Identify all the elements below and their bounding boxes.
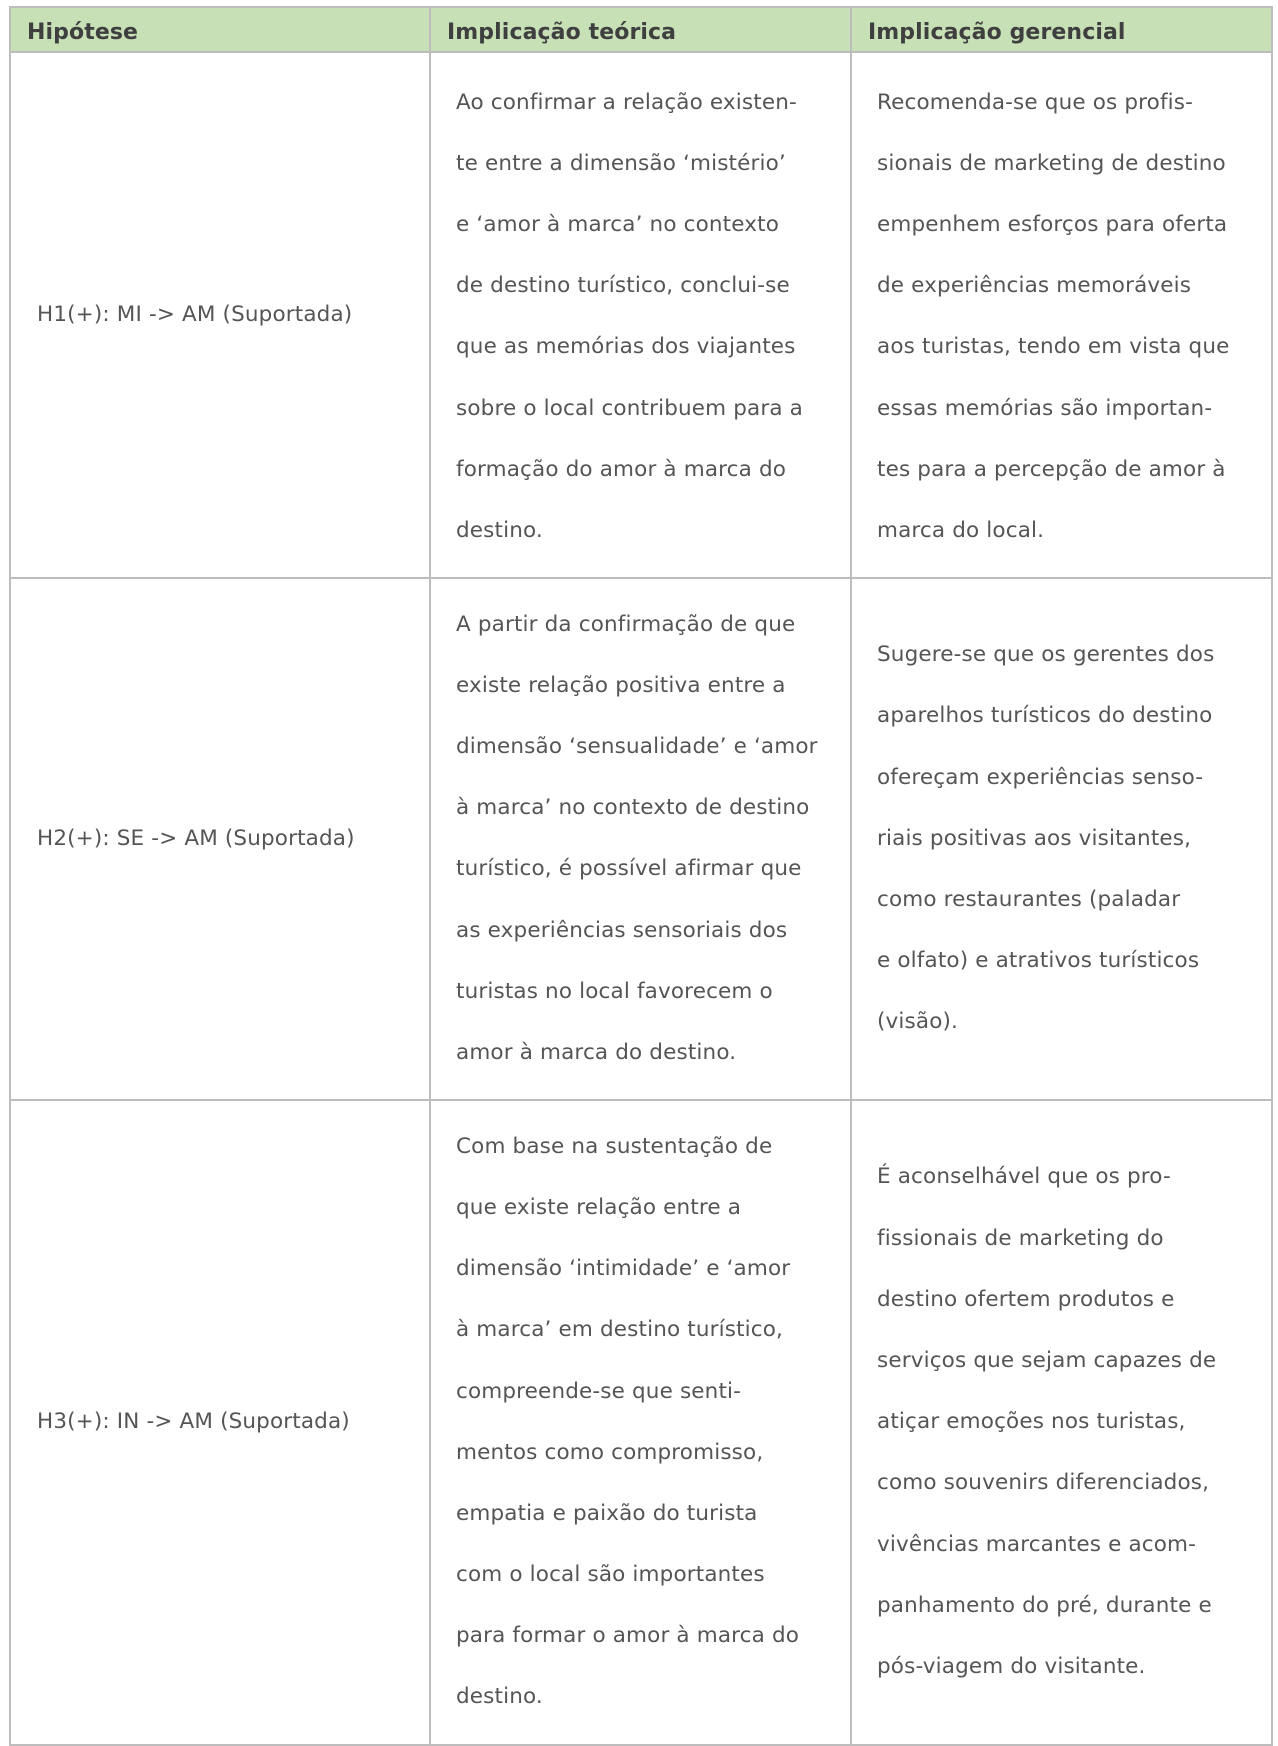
text-line: à marca’ no contexto de destino — [456, 795, 810, 821]
text-line: sobre o local contribuem para a — [456, 395, 803, 421]
theoretical-implication-cell — [430, 578, 851, 1100]
text-line: turístico, é possível afirmar que — [456, 856, 802, 882]
header-row — [10, 7, 1272, 52]
text-line: mentos como compromisso, — [456, 1439, 764, 1465]
text-line: dimensão ‘sensualidade’ e ‘amor — [456, 734, 818, 760]
text-line: riais positivas aos visitantes, — [877, 825, 1192, 851]
text-line: atiçar emoções nos turistas, — [877, 1409, 1186, 1435]
text-line: aparelhos turísticos do destino — [877, 703, 1213, 729]
table-row — [10, 52, 1272, 578]
managerial-implication-cell — [851, 1100, 1272, 1744]
hypotheses-implications-table — [9, 6, 1273, 1746]
text-line: fissionais de marketing do — [877, 1225, 1164, 1251]
text-line: aos turistas, tendo em vista que — [877, 334, 1230, 360]
text-line: de experiências memoráveis — [877, 273, 1192, 299]
text-line: Recomenda-se que os profis- — [877, 89, 1194, 115]
text-line: turistas no local favorecem o — [456, 978, 773, 1004]
text-line: e ‘amor à marca’ no contexto — [456, 211, 780, 237]
text-line: as experiências sensoriais dos — [456, 917, 788, 943]
text-line: amor à marca do destino. — [456, 1040, 737, 1065]
text-line: serviços que sejam capazes de — [877, 1347, 1217, 1373]
text-line: como souvenirs diferenciados, — [877, 1470, 1210, 1496]
column-header-theoretical-implication: Implicação teórica — [430, 7, 851, 52]
text-line: à marca’ em destino turístico, — [456, 1317, 784, 1343]
text-line: tes para a percepção de amor à — [877, 456, 1226, 482]
hypothesis-cell: H3(+): IN -> AM (Suportada) — [10, 1100, 430, 1744]
column-header-hypothesis: Hipótese — [10, 7, 430, 52]
text-line: com o local são importantes — [456, 1562, 765, 1588]
text-line: A partir da confirmação de que — [456, 611, 796, 637]
text-line: compreende-se que senti- — [456, 1378, 742, 1404]
text-line: essas memórias são importan- — [877, 395, 1213, 421]
text-line: ofereçam experiências senso- — [877, 764, 1204, 790]
text-line: empenhem esforços para oferta — [877, 211, 1228, 237]
table-row — [10, 1100, 1272, 1744]
hypothesis-cell: H1(+): MI -> AM (Suportada) — [10, 52, 430, 578]
text-line: panhamento do pré, durante e — [877, 1592, 1212, 1618]
column-header-managerial-implication: Implicação gerencial — [851, 7, 1272, 52]
text-line: formação do amor à marca do — [456, 456, 787, 482]
text-line: Ao confirmar a relação existen- — [456, 89, 797, 115]
text-line: destino. — [456, 517, 543, 543]
managerial-implication-cell — [851, 578, 1272, 1100]
text-line: de destino turístico, conclui-se — [456, 273, 790, 299]
text-line: empatia e paixão do turista — [456, 1500, 758, 1526]
text-line: que as memórias dos viajantes — [456, 334, 796, 360]
text-line: Com base na sustentação de — [456, 1133, 773, 1159]
theoretical-implication-cell — [430, 1100, 851, 1744]
text-line: destino ofertem produtos e — [877, 1286, 1175, 1312]
text-line: para formar o amor à marca do — [456, 1623, 800, 1649]
text-line: e olfato) e atrativos turísticos — [877, 948, 1200, 974]
text-line: pós-viagem do visitante. — [877, 1653, 1146, 1679]
text-line: dimensão ‘intimidade’ e ‘amor — [456, 1256, 791, 1282]
text-line: Sugere-se que os gerentes dos — [877, 642, 1215, 668]
text-line: (visão). — [877, 1009, 959, 1035]
theoretical-implication-cell — [430, 52, 851, 578]
text-line: destino. — [456, 1684, 543, 1710]
text-line: sionais de marketing de destino — [877, 150, 1226, 176]
text-line: que existe relação entre a — [456, 1194, 742, 1220]
text-line: te entre a dimensão ‘mistério’ — [456, 150, 786, 176]
text-line: existe relação positiva entre a — [456, 672, 786, 698]
text-line: como restaurantes (paladar — [877, 887, 1181, 913]
text-line: vivências marcantes e acom- — [877, 1531, 1197, 1557]
text-line: É aconselhável que os pro- — [877, 1164, 1171, 1190]
managerial-implication-cell — [851, 52, 1272, 578]
text-line: marca do local. — [877, 517, 1045, 543]
hypothesis-cell: H2(+): SE -> AM (Suportada) — [10, 578, 430, 1100]
table-row — [10, 578, 1272, 1100]
